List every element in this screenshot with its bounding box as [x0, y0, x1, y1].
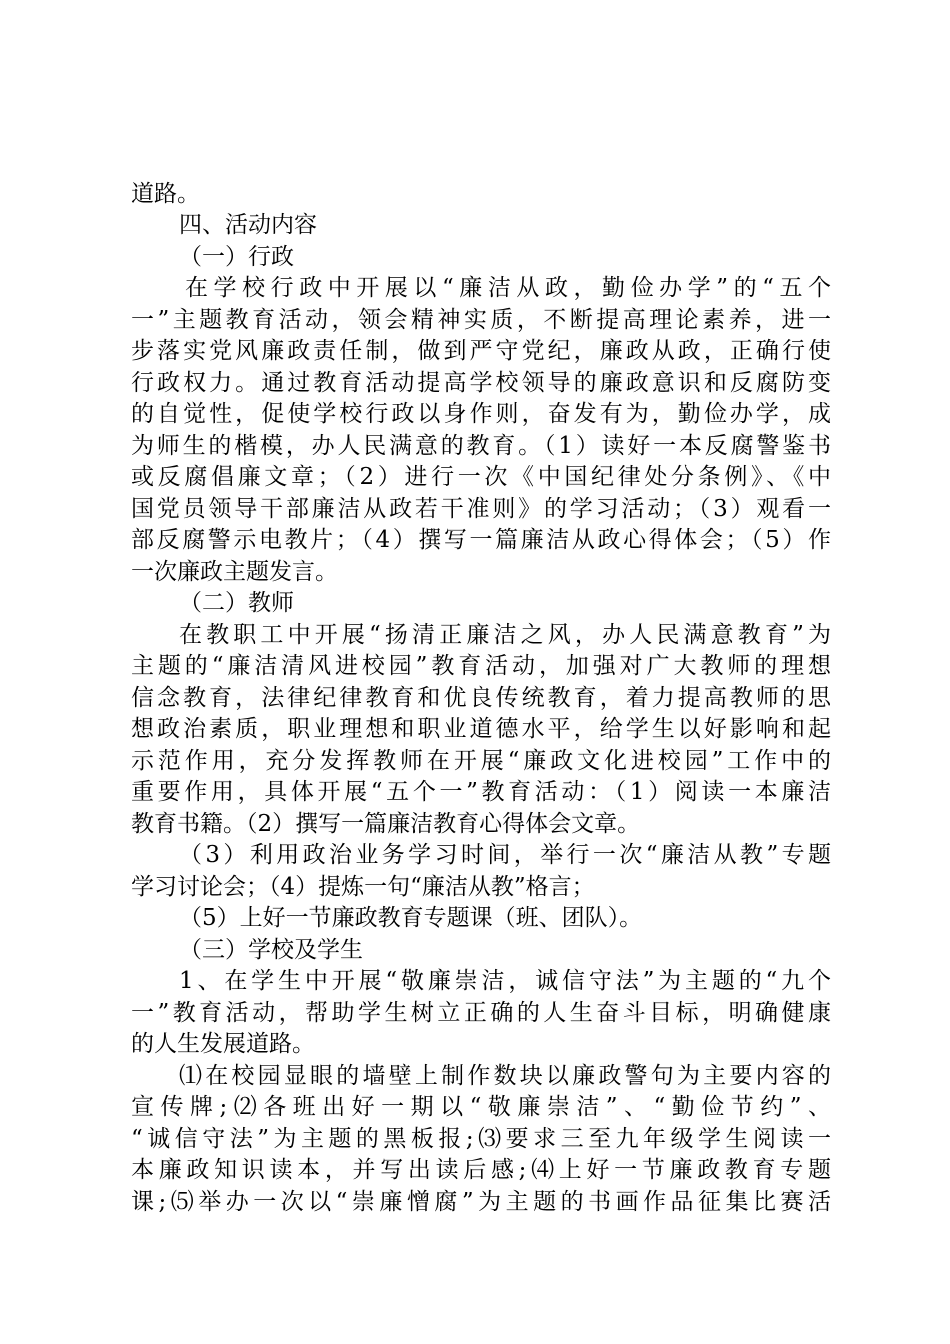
paragraph-line: 的自觉性，促使学校行政以身作则，奋发有为，勤俭办学，成 — [131, 401, 831, 427]
paragraph-line: 教育书籍。（2）撰写一篇廉洁教育心得体会文章。 — [131, 811, 641, 837]
paragraph-line: 宣传牌;⑵各班出好一期以“敬廉崇洁”、“勤俭节约”、 — [131, 1094, 831, 1120]
paragraph-line: 一次廉政主题发言。 — [131, 559, 338, 585]
paragraph-line: 或反腐倡廉文章；（2）进行一次《中国纪律处分条例》、《中 — [131, 464, 831, 490]
paragraph-line: 学习讨论会；（4）提炼一句“廉洁从教”格言； — [131, 874, 595, 900]
paragraph-line: 为师生的楷模，办人民满意的教育。（1）读好一本反腐警鉴书 — [131, 433, 831, 459]
paragraph-line: 在教职工中开展“扬清正廉洁之风，办人民满意教育”为 — [179, 622, 831, 648]
subsection-heading: （一）行政 — [179, 244, 294, 270]
paragraph-line: 课;⑸举办一次以“崇廉憎腐”为主题的书画作品征集比赛活 — [131, 1189, 831, 1215]
paragraph-line: 1、在学生中开展“敬廉崇洁，诚信守法”为主题的“九个 — [179, 968, 831, 994]
paragraph-line: 想政治素质，职业理想和职业道德水平，给学生以好影响和起 — [131, 716, 831, 742]
paragraph-line: （5）上好一节廉政教育专题课（班、团队）。 — [179, 905, 643, 931]
paragraph-line: （3）利用政治业务学习时间，举行一次“廉洁从教”专题 — [179, 842, 831, 868]
text-line: 道路。 — [131, 181, 200, 207]
paragraph-line: 主题的“廉洁清风进校园”教育活动，加强对广大教师的理想 — [131, 653, 831, 679]
paragraph-line: 本廉政知识读本，并写出读后感;⑷上好一节廉政教育专题 — [131, 1157, 831, 1183]
paragraph-line: ⑴在校园显眼的墙壁上制作数块以廉政警句为主要内容的 — [179, 1063, 831, 1089]
subsection-heading: （二）教师 — [179, 590, 294, 616]
paragraph-line: “诚信守法”为主题的黑板报;⑶要求三至九年级学生阅读一 — [131, 1126, 831, 1152]
paragraph-line: 在学校行政中开展以“廉洁从政，勤俭办学”的“五个 — [185, 275, 831, 301]
paragraph-line: 信念教育，法律纪律教育和优良传统教育，着力提高教师的思 — [131, 685, 831, 711]
paragraph-line: 一”主题教育活动，领会精神实质，不断提高理论素养，进一 — [131, 307, 831, 333]
subsection-heading: （三）学校及学生 — [179, 937, 363, 963]
paragraph-line: 国党员领导干部廉洁从政若干准则》的学习活动；（3）观看一 — [131, 496, 831, 522]
paragraph-line: 示范作用，充分发挥教师在开展“廉政文化进校园”工作中的 — [131, 748, 831, 774]
paragraph-line: 的人生发展道路。 — [131, 1031, 315, 1057]
paragraph-line: 一”教育活动，帮助学生树立正确的人生奋斗目标，明确健康 — [131, 1000, 831, 1026]
paragraph-line: 行政权力。通过教育活动提高学校领导的廉政意识和反腐防变 — [131, 370, 831, 396]
section-heading: 四、活动内容 — [179, 212, 317, 238]
paragraph-line: 重要作用，具体开展“五个一”教育活动：（1）阅读一本廉洁 — [131, 779, 831, 805]
paragraph-line: 部反腐警示电教片；（4）撰写一篇廉洁从政心得体会；（5）作 — [131, 527, 831, 553]
paragraph-line: 步落实党风廉政责任制，做到严守党纪，廉政从政，正确行使 — [131, 338, 831, 364]
